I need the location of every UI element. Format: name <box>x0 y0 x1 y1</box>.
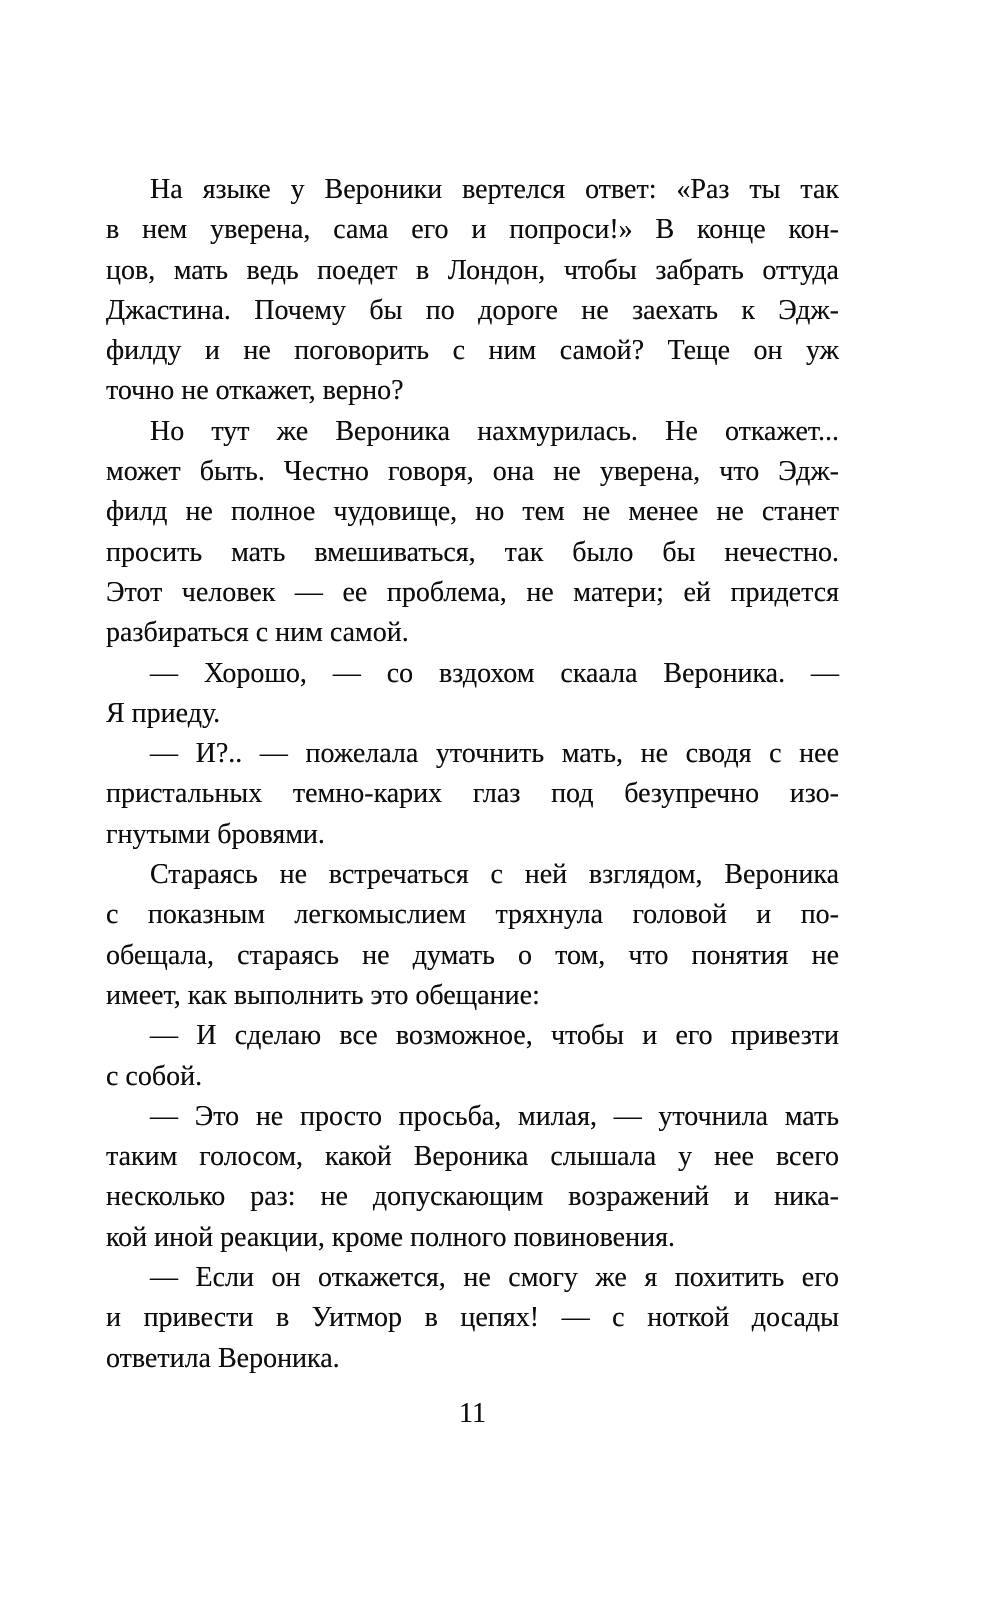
text-line: Этот человек — ее проблема, не матери; ей придется <box>106 576 839 608</box>
paragraph-7-dialogue <box>106 1097 839 1258</box>
text-line: с собой. <box>106 1060 203 1092</box>
text-line: с показным легкомыслием тряхнула головой и по- <box>106 899 839 931</box>
paragraph-2 <box>106 412 839 654</box>
text-line: кой иной реакции, кроме полного повиновения. <box>106 1221 675 1253</box>
text-line: Но тут же Вероника нахмурилась. Не откажет... <box>150 415 839 447</box>
text-line: На языке у Вероники вертелся ответ: «Раз ты так <box>150 174 839 205</box>
text-line: филд не полное чудовище, но тем не менее не станет <box>106 496 839 528</box>
text-line: — И сделаю все возможное, чтобы и его привезти <box>150 1020 839 1052</box>
text-line: несколько раз: не допускающим возражений и ника- <box>106 1181 839 1213</box>
text-line: и привести в Уитмор в цепях! — с ноткой досады <box>106 1302 839 1334</box>
text-line: — Если он откажется, не смогу же я похитить его <box>150 1262 839 1294</box>
text-line: в нем уверена, сама его и попроси!» В конце кон- <box>106 214 839 246</box>
text-line: просить мать вмешиваться, так было бы нечестно. <box>106 536 839 568</box>
paragraph-8-dialogue <box>106 1258 839 1379</box>
text-line: пристальных темно-карих глаз под безупречно изо- <box>106 778 839 810</box>
text-line: гнутыми бровями. <box>106 818 325 850</box>
paragraph-4-dialogue <box>106 734 839 855</box>
text-line: Я приеду. <box>106 697 221 729</box>
text-line: — Это не просто просьба, милая, — уточнила мать <box>150 1100 839 1132</box>
text-line: таким голосом, какой Вероника слышала у нее всего <box>106 1141 839 1173</box>
text-line: ответила Вероника. <box>106 1342 340 1374</box>
text-line: имеет, как выполнить это обещание: <box>106 979 540 1011</box>
text-line: может быть. Честно говоря, она не уверена, что Эдж- <box>106 456 839 488</box>
text-line: разбираться с ним самой. <box>106 617 409 649</box>
text-line: Стараясь не встречаться с ней взглядом, Вероника <box>150 859 839 891</box>
text-line: филду и не поговорить с ним самой? Теще он уж <box>106 335 839 367</box>
text-line: Джастина. Почему бы по дороге не заехать к Эдж- <box>106 294 839 326</box>
paragraph-1 <box>106 170 839 412</box>
text-line: точно не откажет, верно? <box>106 375 404 407</box>
paragraph-5 <box>106 855 839 1016</box>
text-line: — Хорошо, — со вздохом скаала Вероника. — <box>150 657 839 689</box>
paragraph-6-dialogue <box>106 1016 839 1097</box>
text-line: обещала, стараясь не думать о том, что понятия не <box>106 939 839 971</box>
text-line: цов, мать ведь поедет в Лондон, чтобы забрать оттуда <box>106 254 839 286</box>
text-line: — И?.. — пожелала уточнить мать, не сводя с нее <box>150 738 839 770</box>
paragraph-3-dialogue <box>106 654 839 735</box>
page-number: 11 <box>459 1398 486 1429</box>
book-page-text <box>106 170 839 1379</box>
